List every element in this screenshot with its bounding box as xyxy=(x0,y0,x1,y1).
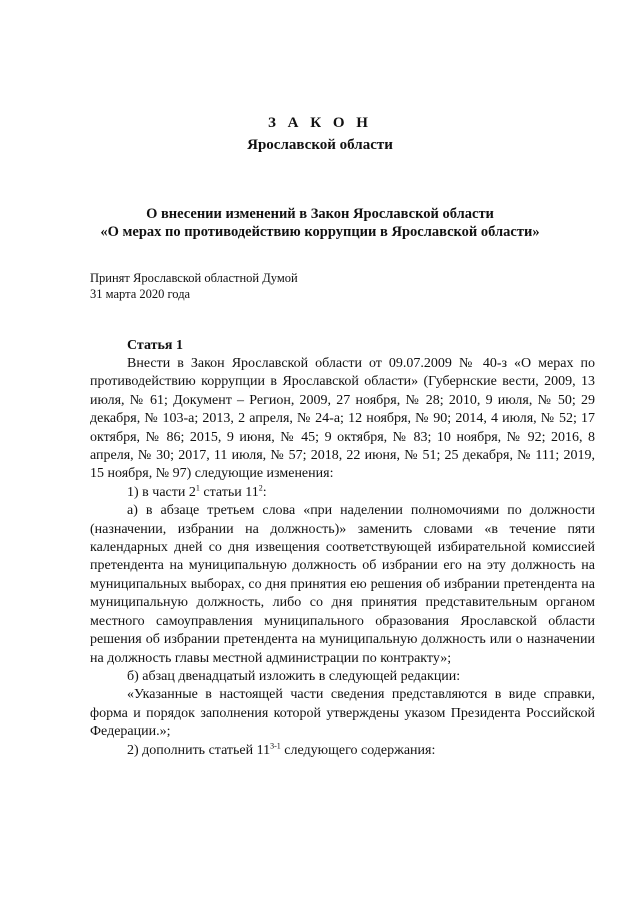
superscript: 1 xyxy=(195,483,200,493)
adopted-date: 31 марта 2020 года xyxy=(90,287,191,301)
paragraph: а) в абзаце третьем слова «при наделении полномочиями по должности (назначении, избрании на должность)» заменить словами «в течение пяти календарных дней со дня извещения соответствующей избирательной комиссией претендента на муниципальную должность об избрании его на эту должность на муниципальных выборах, со дня принятия ею решения об избрании претендента на муниципальную должность, либо со дня принятия представительным органом местного самоуправления муниципального образования Ярославской области решения об избрании претендента на муниципальную должность или о назначении на должность главы местной администрации по контракту»; xyxy=(90,503,595,666)
text: следующего содержания: xyxy=(280,742,436,758)
article-body xyxy=(90,355,595,760)
paragraph: «Указанные в настоящей части сведения представляются в виде справки, форма и порядок заполнения которой утверждены указом Президента Российской Федерации.»; xyxy=(90,687,595,740)
text: 2) дополнить статьей 11 xyxy=(127,742,271,758)
law-heading xyxy=(0,205,640,241)
paragraph: б) абзац двенадцатый изложить в следующей редакции: xyxy=(127,668,461,684)
law-title: З А К О Н xyxy=(268,115,372,131)
paragraph xyxy=(90,484,595,502)
adopted-by: Принят Ярославской областной Думой xyxy=(90,271,298,285)
article-title: Статья 1 xyxy=(127,338,183,353)
heading-line-1: О внесении изменений в Закон Ярославской области xyxy=(146,206,494,222)
paragraph xyxy=(90,742,595,760)
heading-line-2: «О мерах по противодействию коррупции в Ярославской области» xyxy=(100,224,540,240)
law-region: Ярославской области xyxy=(247,137,393,153)
adoption-info xyxy=(90,270,298,302)
superscript: 3-1 xyxy=(270,740,281,750)
text: 1) в части 2 xyxy=(127,484,196,500)
text: : xyxy=(262,484,267,500)
text: статьи 11 xyxy=(199,484,259,500)
superscript: 2 xyxy=(258,483,263,493)
paragraph: Внести в Закон Ярославской области от 09.07.2009 № 40-з «О мерах по противодействию коррупции в Ярославской области» (Губернские вести, 2009, 13 июля, № 61; Документ – Регион, 2009, 27 ноября, № 28; 2010, 9 июля, № 50; 29 декабря, № 103-а; 2013, 2 апреля, № 24-а; 12 ноября, № 90; 2014, 4 июля, № 52; 17 октября, № 86; 2015, 9 июня, № 45; 9 октября, № 83; 10 ноября, № 92; 2016, 8 апреля, № 30; 2017, 11 июля, № 57; 2018, 22 июня, № 51; 25 декабря, № 111; 2019, 15 ноября, № 97) следующие изменения: xyxy=(90,356,595,482)
